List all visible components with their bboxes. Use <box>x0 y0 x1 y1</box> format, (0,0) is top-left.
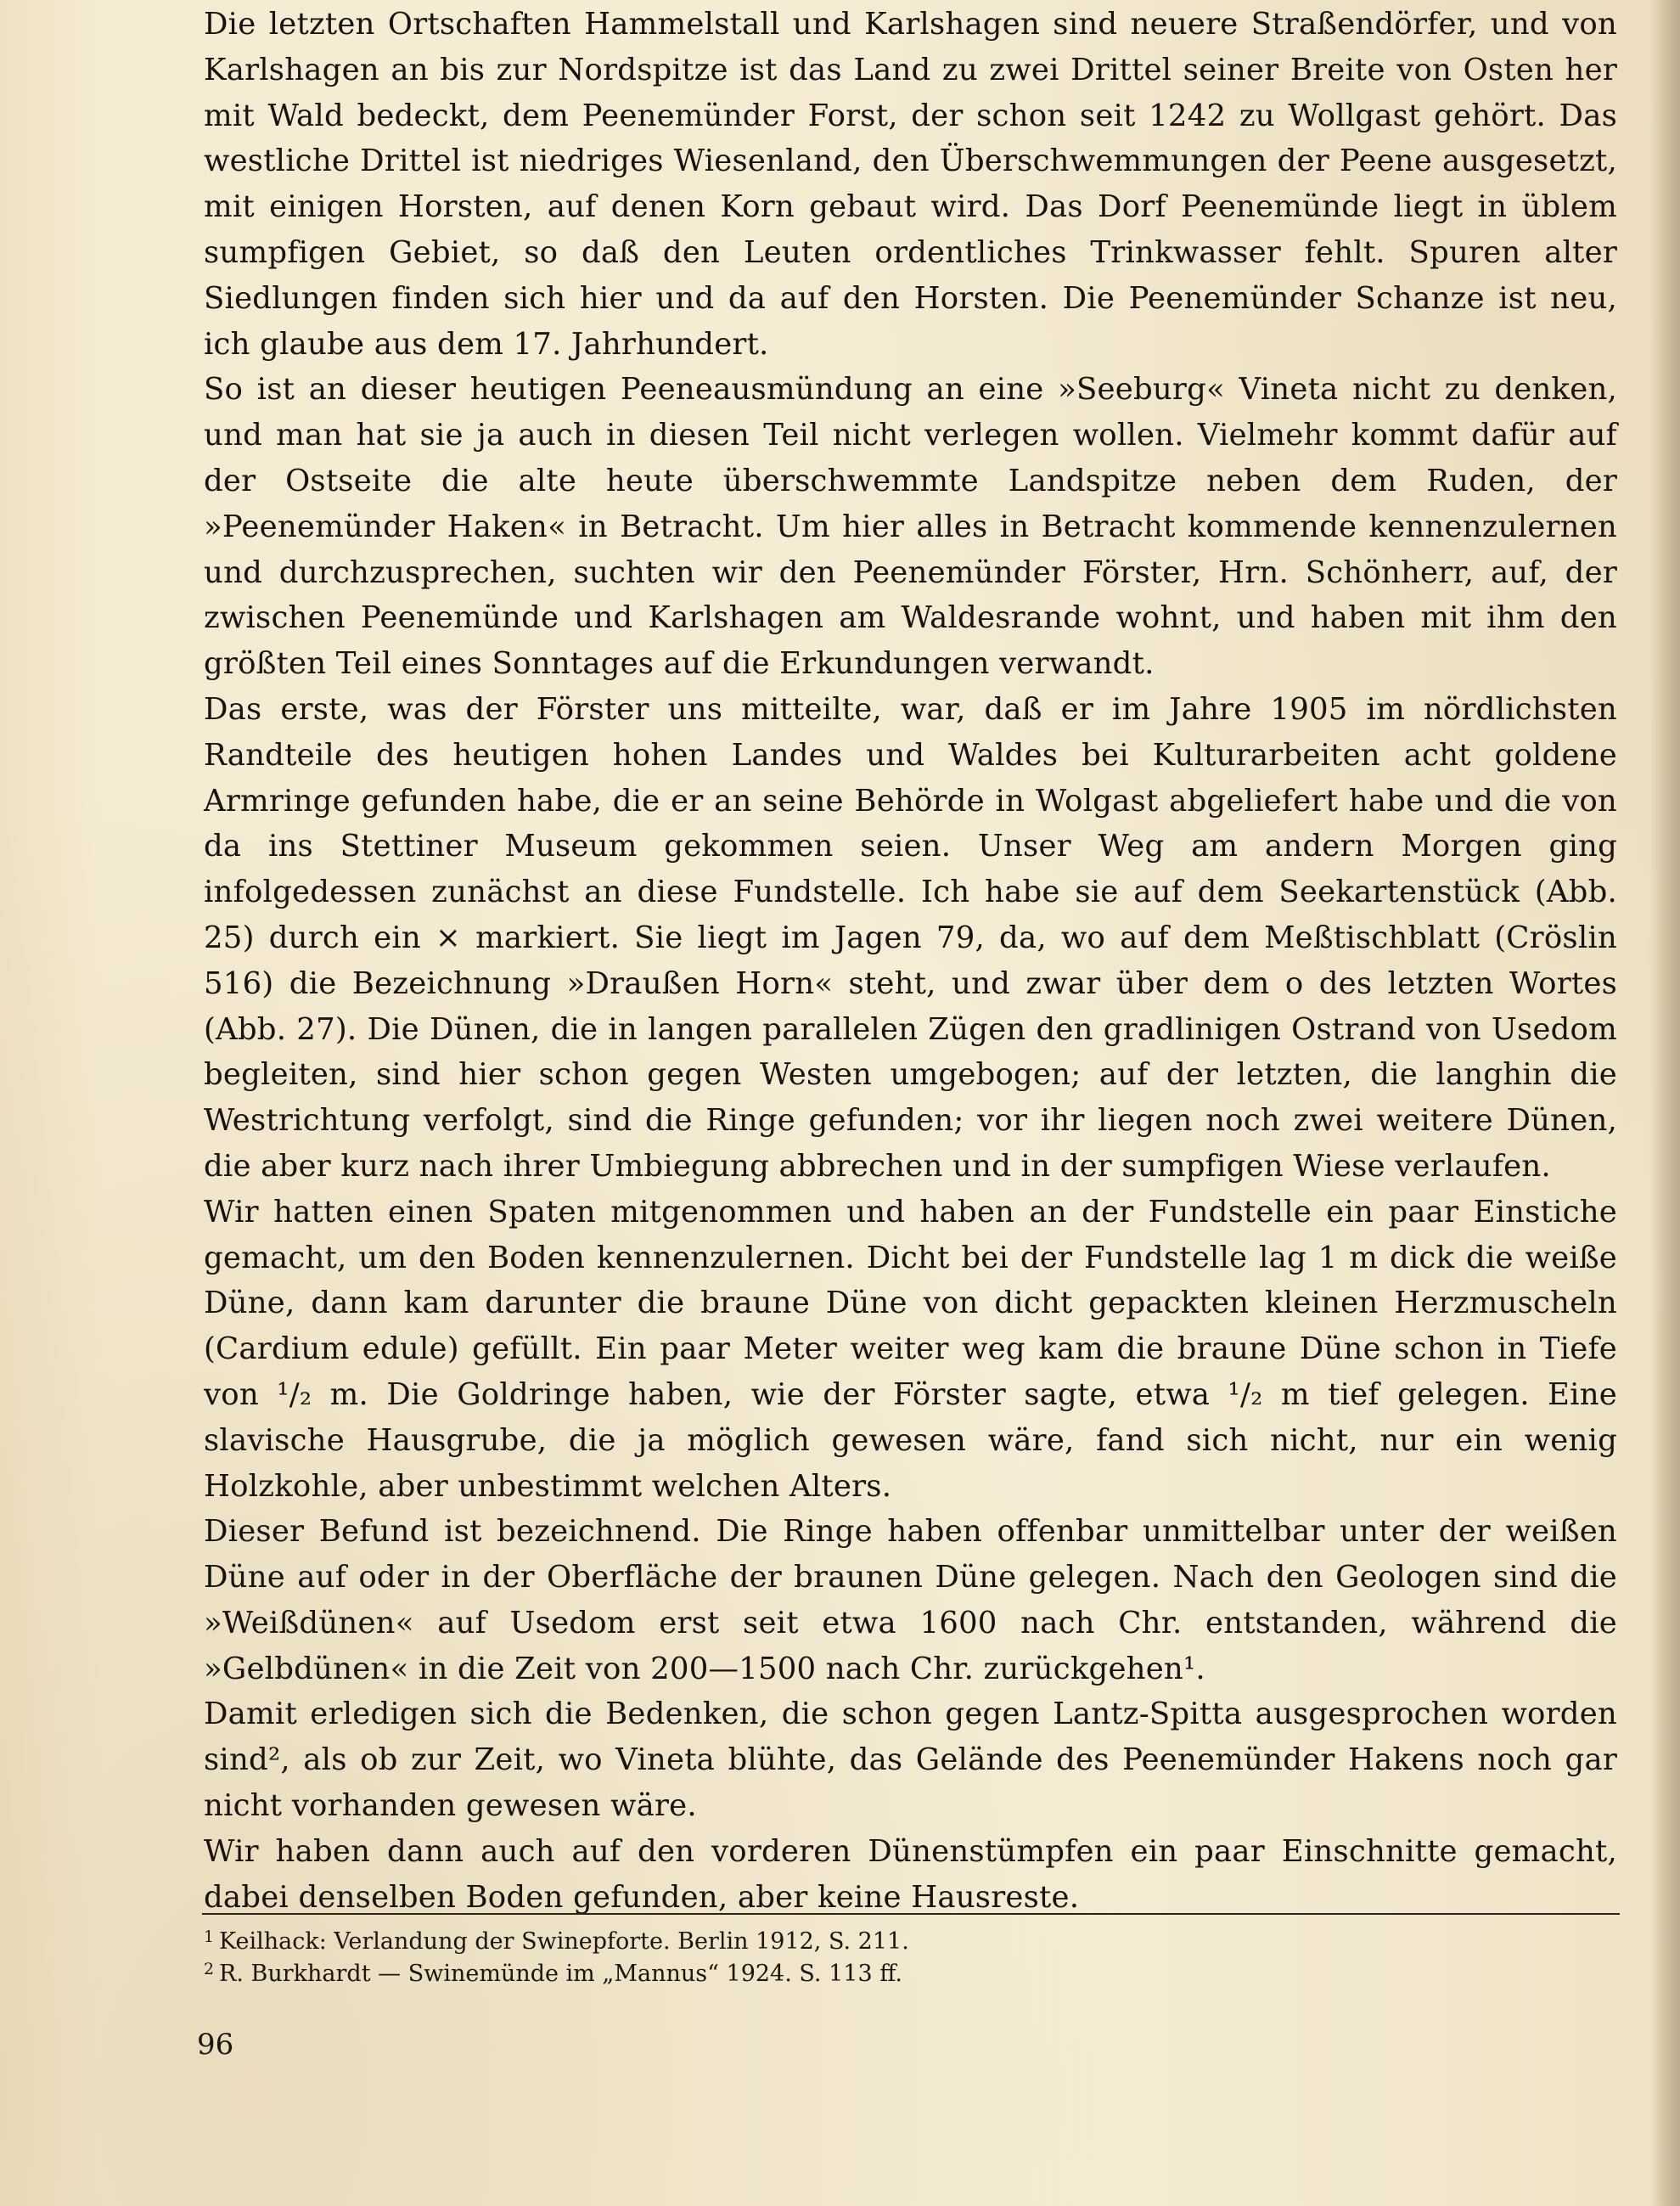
footnote-2 <box>204 1958 1617 1990</box>
paragraph-3: Das erste, was der Förster uns mitteilte, war, daß er im Jahre 1905 im nördlichsten Randteile des heutigen hohen Landes und Waldes bei Kulturarbeiten acht goldene Armringe gefunden habe, die er an seine Behörde in Wolgast abgeliefert habe und die von da ins Stettiner Museum gekommen seien. Unser Weg am andern Morgen ging infolgedessen zunächst an diese Fundstelle. Ich habe sie auf dem Seekartenstück (Abb. 25) durch ein × markiert. Sie liegt im Jagen 79, da, wo auf dem Meßtischblatt (Cröslin 516) die Bezeichnung »Draußen Horn« steht, und zwar über dem o des letzten Wortes (Abb. 27). Die Dünen, die in langen parallelen Zügen den gradlinigen Ostrand von Usedom begleiten, sind hier schon gegen Westen umgebogen; auf der letzten, die langhin die Westrichtung verfolgt, sind die Ringe gefunden; vor ihr liegen noch zwei weitere Dünen, die aber kurz nach ihrer Umbiegung abbrechen und in der sumpfigen Wiese verlaufen. <box>204 691 1617 1184</box>
paragraph-5: Dieser Befund ist bezeichnend. Die Ringe haben offenbar unmittelbar unter der weißen Düne auf oder in der Oberfläche der braunen Düne gelegen. Nach den Geologen sind die »Weißdünen« auf Usedom erst seit etwa 1600 nach Chr. entstanden, während die »Gelbdünen« in die Zeit von 200—1500 nach Chr. zurückgehen¹. <box>204 1514 1617 1686</box>
paragraph-2: So ist an dieser heutigen Peeneausmündung an eine »Seeburg« Vineta nicht zu denken, und man hat sie ja auch in diesen Teil nicht verlegen wollen. Vielmehr kommt dafür auf der Ostseite die alte heute überschwemmte Landspitze neben dem Ruden, der »Peenemünder Haken« in Betracht. Um hier alles in Betracht kommende kennenzulernen und durchzusprechen, suchten wir den Peenemünder Förster, Hrn. Schönherr, auf, der zwischen Peenemünde und Karlshagen am Waldesrande wohnt, und haben mit ihm den größten Teil eines Sonntages auf die Erkundungen verwandt. <box>204 372 1617 682</box>
paragraph-7: Wir haben dann auch auf den vorderen Dünenstümpfen ein paar Einschnitte gemacht, dabei denselben Boden gefunden, aber keine Hausreste. <box>204 1833 1617 1915</box>
footnote-2-number: 2 <box>204 1959 215 1978</box>
footnote-2-text: R. Burkhardt — Swinemünde im „Mannus“ 1924. S. 113 ff. <box>219 1961 903 1987</box>
paragraph-1: Die letzten Ortschaften Hammelstall und Karlshagen sind neuere Straßendörfer, und von Karlshagen an bis zur Nordspitze ist das Land zu zwei Drittel seiner Breite von Osten her mit Wald bedeckt, dem Peenemünder Forst, der schon seit 1242 zu Wollgast gehört. Das westliche Drittel ist niedriges Wiesenland, den Überschwemmungen der Peene ausgesetzt, mit einigen Horsten, auf denen Korn gebaut wird. Das Dorf Peenemünde liegt in üblem sumpfigen Gebiet, so daß den Leuten ordentliches Trinkwasser fehlt. Spuren alter Siedlungen finden sich hier und da auf den Horsten. Die Peenemünder Schanze ist neu, ich glaube aus dem 17. Jahrhundert. <box>204 7 1617 362</box>
page-gutter-shadow <box>1649 0 1680 2206</box>
footnote-1-text: Keilhack: Verlandung der Swinepforte. Berlin 1912, S. 211. <box>219 1928 909 1955</box>
paragraph-6: Damit erledigen sich die Bedenken, die schon gegen Lantz-Spitta ausgesprochen worden sind², als ob zur Zeit, wo Vineta blühte, das Gelände des Peenemünder Hakens noch gar nicht vorhanden gewesen wäre. <box>204 1697 1617 1824</box>
footnote-divider <box>202 1913 1620 1915</box>
footnotes <box>204 1926 1617 1990</box>
paragraph-4: Wir hatten einen Spaten mitgenommen und haben an der Fundstelle ein paar Einstiche gemacht, um den Boden kennenzulernen. Dicht bei der Fundstelle lag 1 m dick die weiße Düne, dann kam darunter die braune Düne von dicht gepackten kleinen Herzmuscheln (Cardium edule) gefüllt. Ein paar Meter weiter weg kam die braune Düne schon in Tiefe von ¹/₂ m. Die Goldringe haben, wie der Förster sagte, etwa ¹/₂ m tief gelegen. Eine slavische Hausgrube, die ja möglich gewesen wäre, fand sich nicht, nur ein wenig Holzkohle, aber unbestimmt welchen Alters. <box>204 1194 1617 1504</box>
body-text <box>204 2 1617 1920</box>
footnote-1-number: 1 <box>204 1927 215 1946</box>
footnote-1 <box>204 1926 1617 1958</box>
page-number: 96 <box>197 2028 234 2062</box>
